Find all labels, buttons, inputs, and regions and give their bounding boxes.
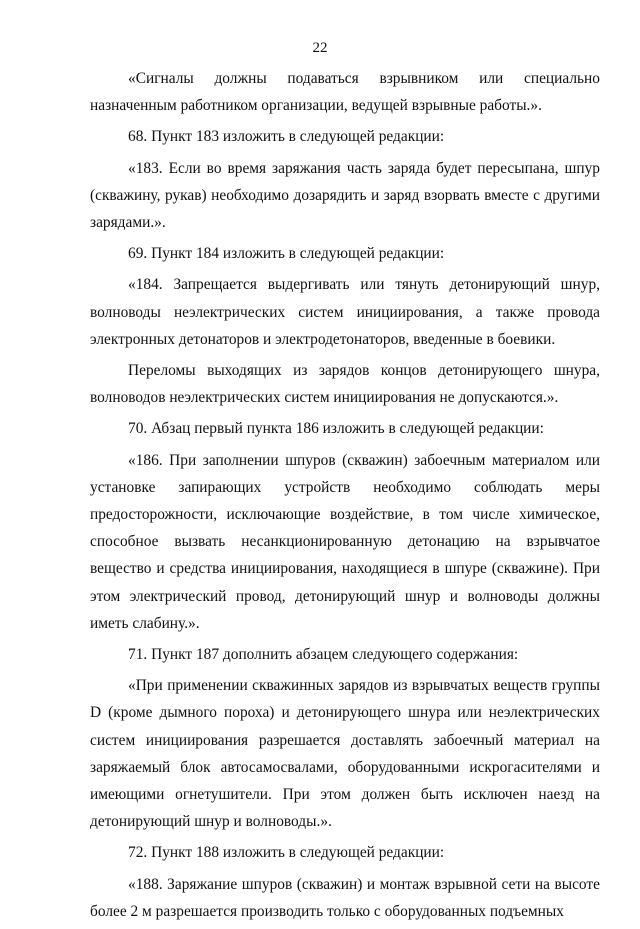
paragraph-item-72: 72. Пункт 188 изложить в следующей редакции: (128, 844, 445, 862)
paragraph-item-68: 68. Пункт 183 изложить в следующей редакции: (128, 128, 445, 146)
page-number: 22 (312, 40, 328, 56)
paragraph-item-69: 69. Пункт 184 изложить в следующей редакции: (128, 245, 445, 263)
paragraph-point-186: «186. При заполнении шпуров (скважин) забоечным материалом или установке запирающих устройств необходимо соблюдать меры предосторожности, исключающие воздействие, в том числе химическое, способное вызвать несанкционированную детонацию на взрывчатое вещество и средства инициирования, находящиеся в шпуре (скважине). При этом электрический провод, детонирующий шнур и волноводы должны иметь слабину.». (90, 451, 600, 632)
paragraph-item-71: 71. Пункт 187 дополнить абзацем следующего содержания: (128, 646, 519, 664)
paragraph-point-187-addition: «При применении скважинных зарядов из взрывчатых веществ группы D (кроме дымного пороха) и детонирующего шнура или неэлектрических систем инициирования разрешается доставлять забоечный материал на заряжаемый блок автосамосвалами, оборудованными искрогасителями и имеющими огнетушители. При этом должен быть исключен наезд на детонирующий шнур и волноводы.». (90, 677, 600, 831)
paragraph-point-184: «184. Запрещается выдергивать или тянуть детонирующий шнур, волноводы неэлектрических систем инициирования, а также провода электронных детонаторов и электродетонаторов, введенные в боевики. (90, 276, 600, 348)
paragraph-point-188: «188. Заряжание шпуров (скважин) и монтаж взрывной сети на высоте более 2 м разрешается производить только с оборудованных подъемных (90, 875, 600, 920)
document-body (90, 65, 600, 929)
paragraph-signals-quote: «Сигналы должны подаваться взрывником или специально назначенным работником организации, ведущей взрывные работы.». (90, 70, 600, 115)
paragraph-item-70: 70. Абзац первый пункта 186 изложить в следующей редакции: (128, 420, 544, 438)
paragraph-point-184-second: Переломы выходящих из зарядов концов детонирующего шнура, волноводов неэлектрических систем инициирования не допускаются.». (90, 362, 600, 407)
paragraph-point-183: «183. Если во время заряжания часть заряда будет пересыпана, шпур (скважину, рукав) необходимо дозарядить и заряд взорвать вместе с другими зарядами.». (90, 159, 600, 232)
